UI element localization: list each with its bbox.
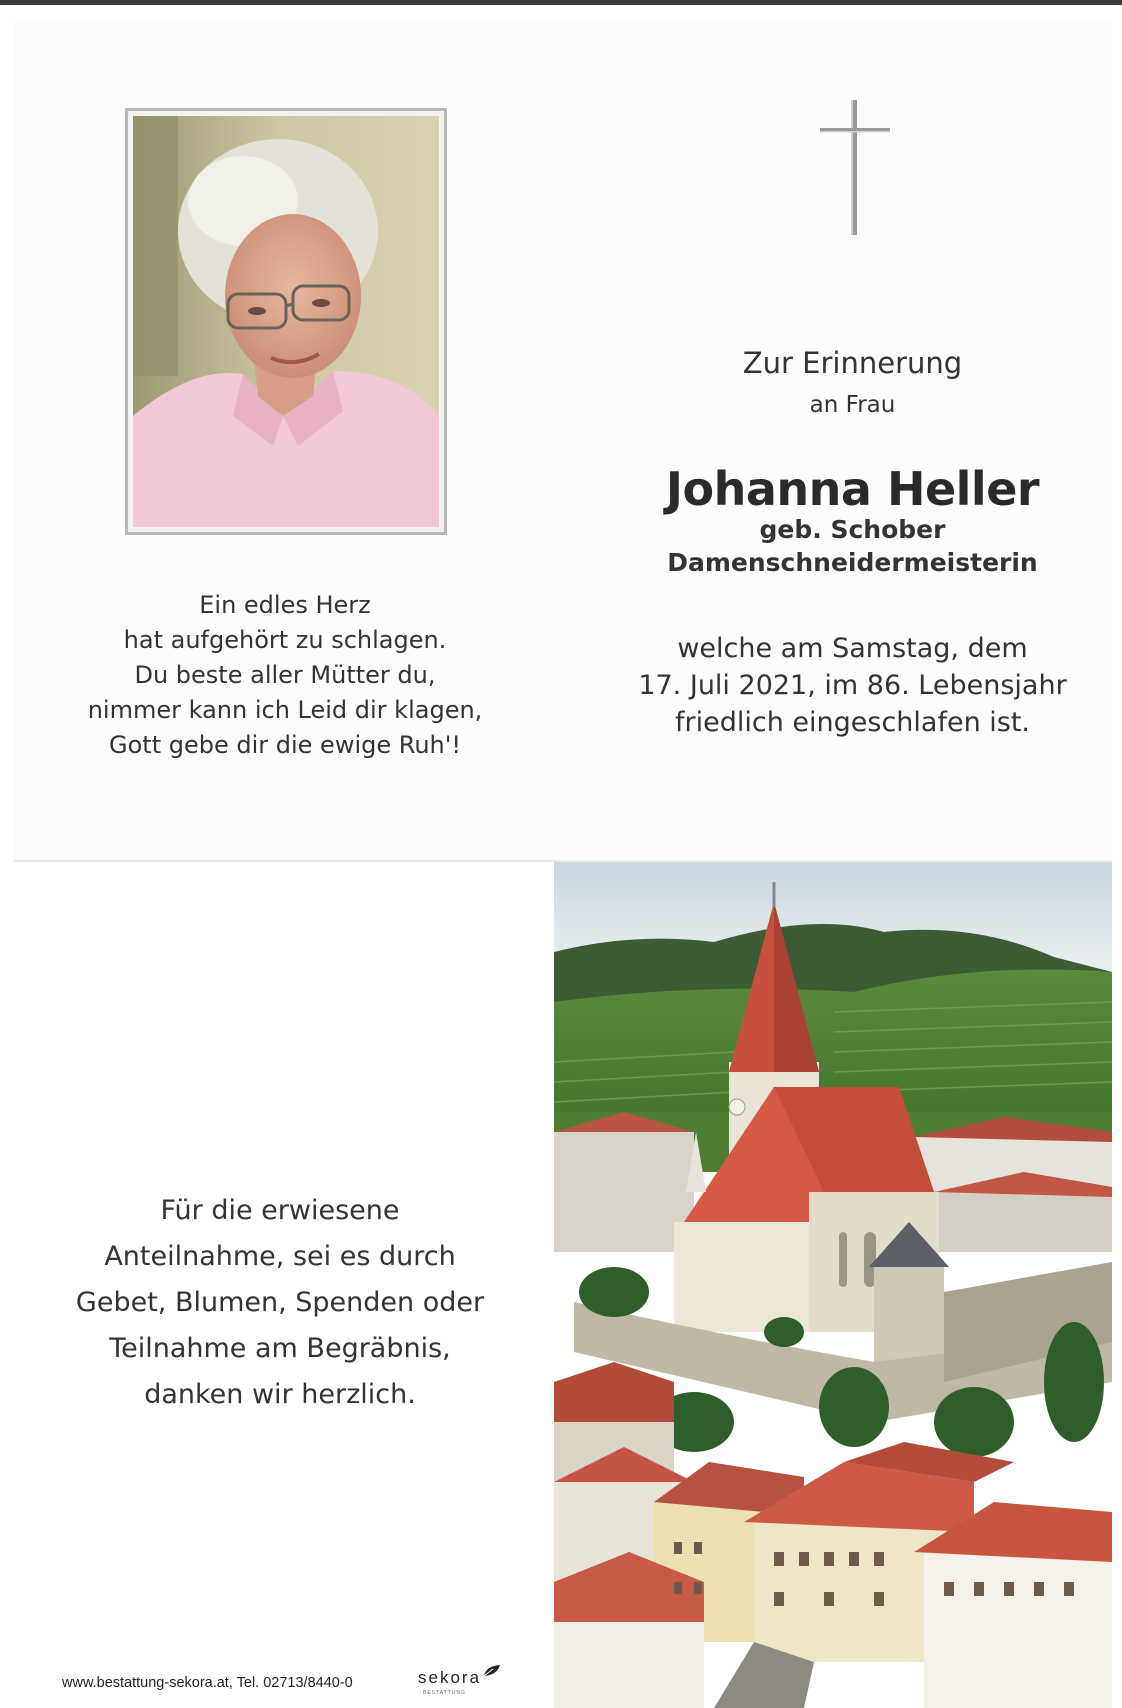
- poem-line: nimmer kann ich Leid dir klagen,: [87, 696, 483, 724]
- thanks-line: Teilnahme am Begräbnis,: [109, 1333, 451, 1364]
- portrait-photo: [125, 108, 447, 535]
- leaf-icon: [483, 1664, 501, 1678]
- funeral-home-contact: www.bestattung-sekora.at, Tel. 02713/8440-0: [62, 1675, 353, 1691]
- profession: Damenschneidermeisterin: [667, 548, 1038, 577]
- death-line: welche am Samstag, dem: [677, 633, 1028, 664]
- memorial-intro-salutation: an Frau: [809, 392, 896, 418]
- cross-icon: [820, 100, 890, 235]
- thanks-message: [40, 1188, 520, 1418]
- deceased-name: Johanna Heller: [665, 462, 1040, 516]
- poem: [60, 588, 510, 763]
- poem-line: Gott gebe dir die ewige Ruh'!: [109, 731, 461, 759]
- thanks-line: danken wir herzlich.: [144, 1379, 416, 1410]
- maiden-name: geb. Schober: [759, 515, 946, 544]
- thanks-line: Gebet, Blumen, Spenden oder: [75, 1287, 485, 1318]
- memorial-intro: Zur Erinnerung: [742, 346, 963, 380]
- scan-top-edge: [0, 0, 1122, 5]
- poem-line: Ein edles Herz: [199, 591, 371, 619]
- death-line: friedlich eingeschlafen ist.: [675, 707, 1030, 738]
- church-village-illustration: [554, 862, 1112, 1708]
- portrait-image: [133, 116, 439, 527]
- thanks-line: Anteilnahme, sei es durch: [104, 1241, 456, 1272]
- poem-line: hat aufgehört zu schlagen.: [123, 626, 447, 654]
- church-landscape-photo: [554, 862, 1112, 1708]
- death-line: 17. Juli 2021, im 86. Lebensjahr: [638, 670, 1067, 701]
- death-announcement: [600, 630, 1105, 741]
- funeral-home-logo-subtext: BESTATTUNG: [423, 1690, 466, 1696]
- portrait-illustration: [133, 116, 439, 527]
- funeral-home-logo: sekora: [418, 1668, 482, 1687]
- poem-line: Du beste aller Mütter du,: [134, 661, 436, 689]
- thanks-line: Für die erwiesene: [160, 1195, 400, 1226]
